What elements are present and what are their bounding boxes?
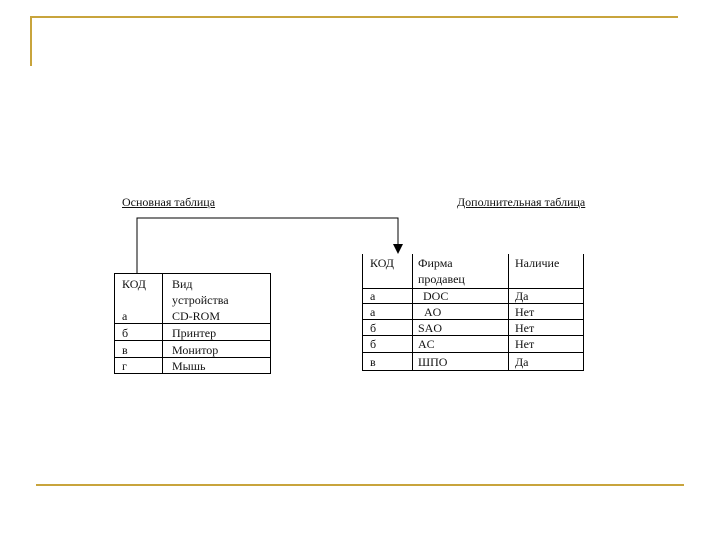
extra-table-cell-code: в: [370, 355, 376, 369]
main-table-cell-code: а: [122, 309, 128, 323]
extra-table-row-divider: [362, 303, 584, 304]
extra-table-column-divider: [508, 254, 509, 371]
extra-table-row-divider: [362, 335, 584, 336]
extra-table-caption: Дополнительная таблица: [457, 195, 586, 209]
extra-table-row-divider: [362, 288, 584, 289]
extra-table-row-divider: [362, 352, 584, 353]
main-table-cell-device: Монитор: [172, 343, 219, 357]
extra-table-cell-firm: AO: [424, 305, 442, 319]
connector-line: [137, 218, 398, 273]
main-table-header-device-line2: устройства: [172, 293, 229, 307]
extra-table-cell-availability: Да: [515, 355, 529, 369]
extra-table-cell-availability: Нет: [515, 321, 535, 335]
main-table-cell-device: CD-ROM: [172, 309, 221, 323]
extra-table-border-bottom: [362, 370, 584, 371]
extra-table-border-left: [362, 254, 363, 371]
extra-table-column-divider: [412, 254, 413, 371]
extra-table-cell-firm: ШПО: [418, 355, 448, 369]
extra-table-cell-code: б: [370, 321, 377, 335]
extra-table-cell-firm: SAO: [418, 321, 443, 335]
extra-table-cell-code: а: [370, 305, 376, 319]
main-table-header-device: Вид: [172, 277, 193, 291]
extra-table-header-firm: Фирма: [418, 256, 453, 270]
extra-table-cell-availability: Да: [515, 289, 529, 303]
main-table-caption: Основная таблица: [122, 195, 216, 209]
extra-table-cell-firm: DOC: [423, 289, 449, 303]
extra-table-header-code: КОД: [370, 256, 394, 270]
extra-table-row-divider: [362, 319, 584, 320]
extra-table-header-firm-line2: продавец: [418, 272, 465, 286]
main-table-header-code: КОД: [122, 277, 146, 291]
main-table-cell-code: б: [122, 326, 129, 340]
main-table-cell-device: Мышь: [172, 359, 206, 373]
extra-table-cell-code: б: [370, 337, 377, 351]
extra-table-header-availability: Наличие: [515, 256, 560, 270]
arrow-head-icon: [393, 244, 403, 254]
extra-table-cell-firm: AC: [418, 337, 435, 351]
extra-table-cell-availability: Нет: [515, 305, 535, 319]
main-table-cell-device: Принтер: [172, 326, 217, 340]
extra-table-cell-code: а: [370, 289, 376, 303]
main-table-border-top: [114, 273, 271, 274]
extra-table-border-right: [583, 254, 584, 371]
main-table-cell-code: в: [122, 343, 128, 357]
main-table-cell-code: г: [122, 359, 127, 373]
extra-table-cell-availability: Нет: [515, 337, 535, 351]
